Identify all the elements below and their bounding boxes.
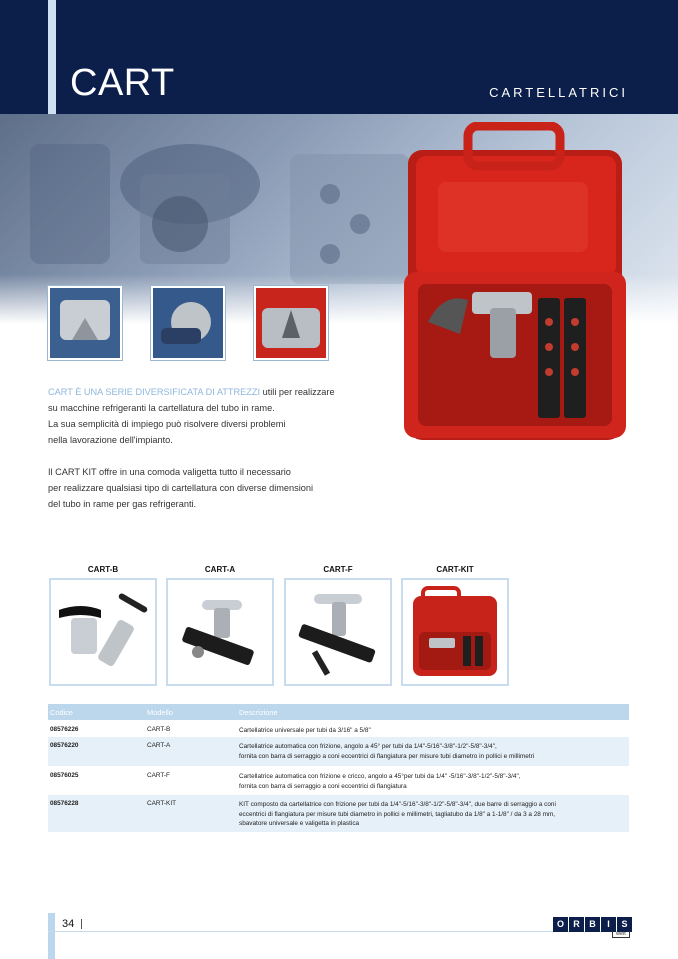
page-number: 34 [62, 918, 75, 930]
description-line: sbavatore universale e valigetta in plastica [239, 820, 360, 828]
description-line: fornita con barra di serraggio a coni eccentrici di flangiatura per misure tubi diametro in pollici e millimetri [239, 752, 535, 760]
product-image-cart-b [49, 578, 157, 686]
product-image-cart-a [166, 578, 274, 686]
row-description [239, 772, 624, 791]
table-row [48, 766, 629, 794]
row-code: 08576220 [50, 742, 79, 749]
table-row [48, 736, 629, 766]
intro-line: per realizzare qualsiasi tipo di cartellatura con diverse dimensioni [48, 483, 314, 493]
description-line: Cartellatrice automatica con frizione, angolo a 45° per tubi da 1/4"-5/16"-3/8"-1/2"-5/8"-3/4", [239, 743, 497, 750]
product-label-cart-kit: CART-KIT [436, 565, 474, 574]
footer-stripe [48, 913, 55, 959]
page-number-separator [81, 919, 82, 929]
product-image-cart-kit [401, 578, 509, 686]
detail-thumbnail-2 [151, 286, 225, 360]
page-subtitle: CARTELLATRICI [489, 85, 628, 100]
table-row [48, 720, 629, 736]
table-row [48, 794, 629, 832]
detail-thumbnail-3 [254, 286, 328, 360]
product-image-cart-f [284, 578, 392, 686]
page-header [0, 0, 678, 114]
description-line: KIT composto da cartellatrice con frizione per tubi da 1/4"-5/16"-3/8"-1/2"-5/8"-3/4", due barre di serraggio a coni [239, 801, 556, 808]
logo-subtext: weit [612, 931, 630, 938]
intro-paragraph-1 [48, 384, 338, 448]
orbis-logo [553, 917, 633, 932]
header-modello: Modello [147, 708, 173, 717]
intro-text [48, 384, 338, 528]
header-descrizione: Descrizione [239, 708, 278, 717]
page-title: CART [70, 62, 175, 104]
row-description [239, 726, 624, 736]
product-label-cart-b: CART-B [87, 565, 119, 574]
logo-letter: R [569, 917, 584, 932]
footer-divider [48, 931, 630, 932]
product-label-cart-a: CART-A [204, 565, 236, 574]
row-code: 08576226 [50, 726, 79, 733]
intro-line: nella lavorazione dell'impianto. [48, 435, 173, 445]
intro-line: su macchine refrigeranti la cartellatura del tubo in rame. [48, 403, 275, 413]
intro-line: utili per realizzare [260, 387, 335, 397]
header-codice: Codice [50, 708, 74, 717]
product-table [48, 704, 629, 832]
row-description [239, 800, 624, 829]
description-line: Cartellatrice universale per tubi da 3/16" a 5/8" [239, 727, 371, 734]
intro-line: Il CART KIT offre in una comoda valigetta tutto il necessario [48, 467, 291, 477]
row-model: CART-F [147, 772, 170, 779]
row-model: CART-A [147, 742, 171, 749]
detail-thumbnail-1 [48, 286, 122, 360]
description-line: Cartellatrice automatica con frizione e cricco, angolo a 45°per tubi da 1/4" -5/16"-3/8"-1/2"-5/8"-3/4", [239, 773, 521, 780]
table-header [48, 704, 629, 720]
intro-paragraph-2 [48, 464, 338, 512]
cart-kit-case-image [398, 122, 630, 444]
intro-highlight: CART È UNA SERIE DIVERSIFICATA DI ATTREZZI [48, 387, 261, 397]
intro-line: del tubo in rame per gas refrigeranti. [48, 499, 197, 509]
header-stripe [48, 0, 56, 114]
row-description [239, 742, 624, 761]
description-line: fornita con barra di serraggio a coni eccentrici di flangiatura [239, 782, 407, 790]
row-model: CART-B [147, 726, 171, 733]
product-label-cart-f: CART-F [323, 565, 353, 574]
logo-letter: B [585, 917, 600, 932]
row-code: 08576025 [50, 772, 79, 779]
row-code: 08576228 [50, 800, 79, 807]
description-line: eccentrici di flangiatura per misure tubi diametro in pollici e millimetri, tagliatubo da 1/8" a 1-1/8" / da 3 a 28 mm, [239, 810, 556, 818]
logo-letter: O [553, 917, 568, 932]
intro-line: La sua semplicità di impiego può risolvere diversi problemi [48, 419, 286, 429]
logo-letter: I [601, 917, 616, 932]
row-model: CART-KIT [147, 800, 176, 807]
logo-letter: S [617, 917, 632, 932]
